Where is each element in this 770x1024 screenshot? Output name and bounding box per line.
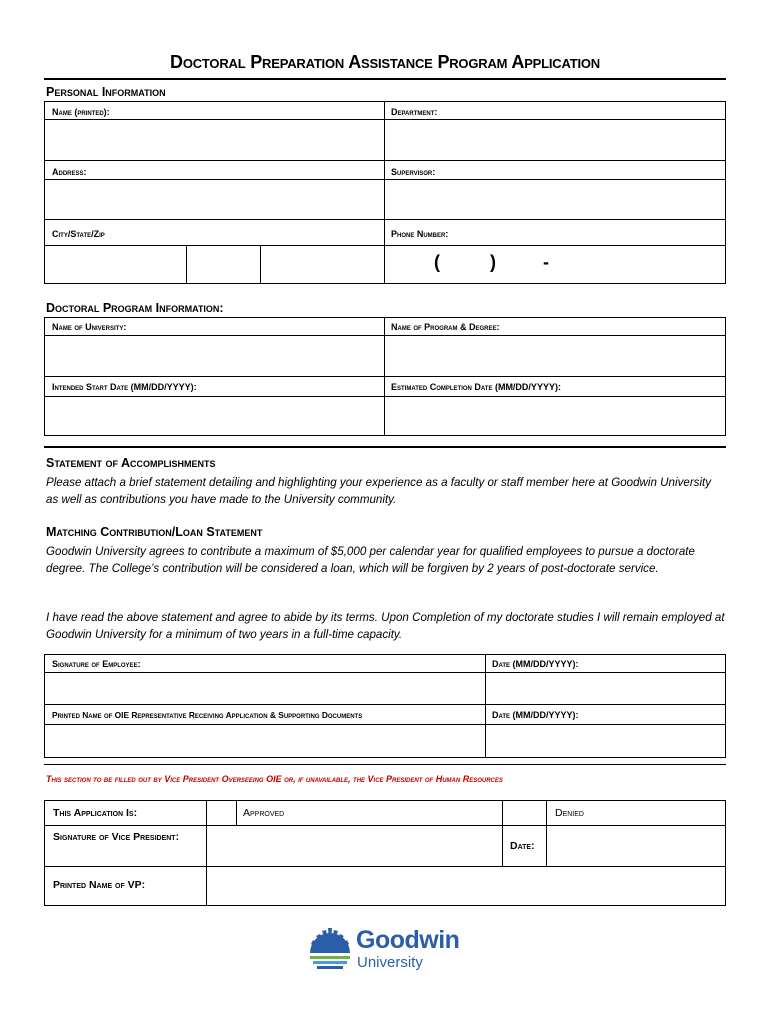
matching-text-1: Goodwin University agrees to contribute a maximum of $5,000 per calendar year for qualified employees to pursue a doctorate degree. The College’s contribution will be considered a loan, which will be forgiven by 2 years of post-doctorate service. (46, 545, 695, 575)
university-field[interactable] (45, 336, 383, 376)
approved-label: Approved (243, 807, 285, 819)
matching-heading: Matching Contribution/Loan Statement (46, 525, 263, 539)
zip-field[interactable] (261, 246, 383, 283)
state-field[interactable] (187, 246, 259, 283)
page-title: Doctoral Preparation Assistance Program Application (170, 52, 600, 72)
address-label: Address: (52, 167, 87, 177)
accomplishments-heading: Statement of Accomplishments (46, 456, 216, 470)
university-label: Name of University: (52, 322, 127, 332)
employee-signature-label: Signature of Employee: (52, 659, 141, 669)
employee-date-label: Date (MM/DD/YYYY): (492, 659, 579, 669)
accomplishments-text: Please attach a brief statement detailing and highlighting your experience as a faculty or staff member here at Goodwin University as well as contributions you have made to the University community. (46, 476, 712, 506)
vp-date-field[interactable] (547, 826, 725, 866)
section-rule (44, 446, 726, 448)
logo-name: Goodwin (356, 926, 460, 954)
vp-date-label: Date: (510, 840, 535, 852)
program-degree-label: Name of Program & Degree: (391, 322, 500, 332)
completion-date-label: Estimated Completion Date (MM/DD/YYYY): (391, 382, 561, 392)
vp-printed-name-label: Printed Name of VP: (53, 879, 146, 891)
oie-date-label: Date (MM/DD/YYYY): (492, 710, 579, 720)
matching-text-2: I have read the above statement and agree to abide by its terms. Upon Completion of my doctorate studies I will remain employed at Goodwin University for a minimum of two years in a full-time capacity. (46, 611, 725, 641)
oie-name-field[interactable] (45, 725, 484, 757)
title-rule (44, 78, 726, 80)
employee-date-field[interactable] (486, 673, 725, 704)
denied-label: Denied (555, 807, 584, 819)
oie-date-field[interactable] (486, 725, 725, 757)
name-label: Name (printed): (52, 107, 110, 117)
supervisor-label: Supervisor: (391, 167, 436, 177)
city-state-zip-label: City/State/Zip (52, 229, 105, 239)
vp-signature-label: Signature of Vice President: (53, 831, 180, 843)
application-is-label: This Application Is: (53, 807, 138, 819)
logo-subtitle: University (357, 954, 423, 971)
start-date-label: Intended Start Date (MM/DD/YYYY): (52, 382, 197, 392)
start-date-field[interactable] (45, 397, 383, 435)
phone-dash: - (543, 252, 549, 272)
program-degree-field[interactable] (385, 336, 725, 376)
oie-name-label: Printed Name of OIE Representative Receiving Application & Supporting Documents (52, 710, 363, 720)
vp-printed-name-field[interactable] (207, 867, 725, 905)
completion-date-field[interactable] (385, 397, 725, 435)
employee-signature-field[interactable] (45, 673, 484, 704)
vp-signature-field[interactable] (207, 826, 502, 866)
program-info-heading: Doctoral Program Information: (46, 301, 224, 315)
denied-checkbox[interactable] (503, 801, 546, 825)
address-field[interactable] (45, 180, 383, 219)
supervisor-field[interactable] (385, 180, 725, 219)
department-label: Department: (391, 107, 438, 117)
name-field[interactable] (45, 120, 383, 160)
sunrise-logo-icon (308, 926, 352, 976)
personal-info-heading: Personal Information (46, 85, 166, 99)
phone-open-paren: ( (434, 252, 440, 272)
department-field[interactable] (385, 120, 725, 160)
vp-section-notice: This section to be filled out by Vice President Overseeing OIE or, if unavailable, the Vice President of Human Resources (46, 774, 503, 784)
phone-label: Phone Number: (391, 229, 449, 239)
goodwin-logo (308, 922, 468, 978)
city-field[interactable] (45, 246, 185, 283)
vp-section-rule (44, 764, 726, 765)
approved-checkbox[interactable] (207, 801, 236, 825)
phone-close-paren: ) (490, 252, 496, 272)
